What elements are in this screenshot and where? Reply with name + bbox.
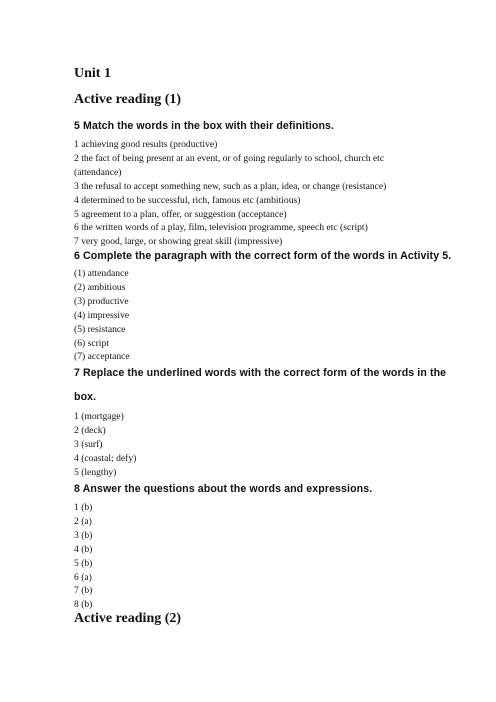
- answer-line: 7 (b): [74, 585, 93, 597]
- answer-line: (7) acceptance: [74, 351, 130, 363]
- question-7-heading-line-1: 7 Replace the underlined words with the correct form of the words in the: [74, 367, 447, 379]
- section-title-active-reading-1: Active reading (1): [74, 92, 182, 107]
- answer-line: 7 very good, large, or showing great skill (impressive): [74, 236, 283, 248]
- answer-line: (2) ambitious: [74, 281, 126, 293]
- question-7-heading-line-2: box.: [74, 391, 97, 403]
- answer-line: (1) attendance: [74, 268, 129, 279]
- answer-line: 1 achieving good results (productive): [74, 139, 218, 150]
- unit-title: Unit 1: [74, 66, 111, 81]
- answer-line: 2 (deck): [74, 424, 106, 436]
- answer-line: 5 (lengthy): [74, 466, 117, 478]
- answer-line: (4) impressive: [74, 309, 130, 321]
- answer-line: 4 (coastal; defy): [74, 452, 137, 464]
- answer-line: (attendance): [74, 166, 122, 178]
- question-8-answers: [74, 501, 434, 612]
- answer-line: 2 the fact of being present at an event, or of going regularly to school, church etc: [74, 152, 385, 164]
- answer-line: 1 (b): [74, 502, 93, 513]
- answer-line: 2 (a): [74, 515, 92, 527]
- answer-line: 4 determined to be successful, rich, famous etc (ambitious): [74, 194, 301, 206]
- answer-line: 5 (b): [74, 557, 93, 569]
- question-5-heading: 5 Match the words in the box with their definitions.: [74, 120, 335, 132]
- answer-line: 1 (mortgage): [74, 411, 124, 422]
- answer-line: 5 agreement to a plan, offer, or suggestion (acceptance): [74, 208, 287, 220]
- question-5-answers: [74, 138, 434, 249]
- answer-line: (6) script: [74, 337, 109, 349]
- question-7-answers: [74, 410, 434, 480]
- answer-line: (3) productive: [74, 295, 129, 307]
- answer-line: 6 the written words of a play, film, television programme, speech etc (script): [74, 222, 368, 234]
- answer-line: 6 (a): [74, 571, 92, 583]
- answer-line: 8 (b): [74, 599, 93, 611]
- answer-line: (5) resistance: [74, 323, 126, 335]
- question-6-heading: 6 Complete the paragraph with the correct form of the words in Activity 5.: [74, 250, 452, 262]
- answer-line: 3 the refusal to accept something new, such as a plan, idea, or change (resistance): [74, 180, 387, 192]
- question-6-answers: [74, 267, 434, 364]
- question-8-heading: 8 Answer the questions about the words and expressions.: [74, 483, 373, 495]
- answer-line: 4 (b): [74, 543, 93, 555]
- answer-line: 3 (surf): [74, 438, 103, 450]
- section-title-active-reading-2: Active reading (2): [74, 611, 182, 626]
- answer-line: 3 (b): [74, 529, 93, 541]
